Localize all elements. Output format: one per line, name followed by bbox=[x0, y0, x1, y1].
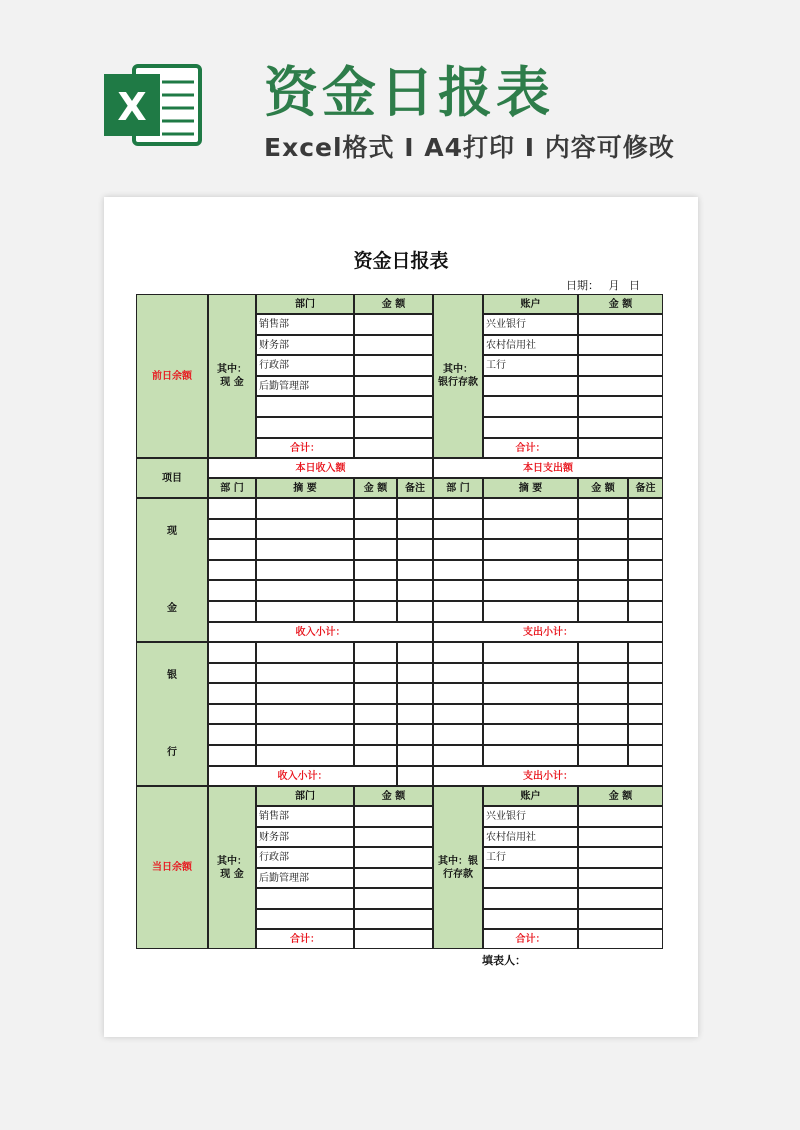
opening-account-amount-cell[interactable] bbox=[578, 376, 663, 396]
expense-col-note: 备注 bbox=[628, 478, 663, 498]
closing-account-amount-cell[interactable] bbox=[578, 827, 663, 847]
bank-expense-summary-cell[interactable] bbox=[483, 663, 578, 683]
bank-income-dept-cell[interactable] bbox=[208, 724, 256, 745]
opening-amount-cell[interactable] bbox=[354, 376, 433, 396]
bank-income-dept-cell[interactable] bbox=[208, 663, 256, 683]
closing-amount-cell[interactable] bbox=[354, 827, 433, 847]
opening-cash-total-value[interactable] bbox=[354, 438, 433, 458]
cash-expense-summary-cell[interactable] bbox=[483, 539, 578, 560]
income-col-note: 备注 bbox=[397, 478, 433, 498]
bank-income-dept-cell[interactable] bbox=[208, 683, 256, 704]
cash-expense-note-cell[interactable] bbox=[628, 601, 663, 622]
banner-subtitle: Excel格式 I A4打印 I 内容可修改 bbox=[264, 133, 675, 162]
opening-account-amount-cell[interactable] bbox=[578, 396, 663, 417]
bank-expense-summary-cell[interactable] bbox=[483, 745, 578, 766]
bank-expense-dept-cell[interactable] bbox=[433, 683, 483, 704]
closing-account-cell[interactable] bbox=[483, 888, 578, 909]
svg-text:X: X bbox=[117, 85, 147, 129]
bank-income-note-cell[interactable] bbox=[397, 704, 433, 724]
cash-expense-dept-cell[interactable] bbox=[433, 580, 483, 601]
closing-dept-cell[interactable]: 销售部 bbox=[256, 806, 354, 827]
opening-account-cell[interactable]: 工行 bbox=[483, 355, 578, 376]
bank-expense-note-cell[interactable] bbox=[628, 663, 663, 683]
bank-income-amount-cell[interactable] bbox=[354, 745, 397, 766]
document-page bbox=[104, 197, 698, 1037]
bank-expense-subtotal: 支出小计： bbox=[433, 766, 663, 786]
cash-income-subtotal: 收入小计： bbox=[208, 622, 433, 642]
opening-account-amount-cell[interactable] bbox=[578, 417, 663, 438]
bank-expense-dept-cell[interactable] bbox=[433, 663, 483, 683]
cash-income-summary-cell[interactable] bbox=[256, 580, 354, 601]
opening-account-amount-cell[interactable] bbox=[578, 355, 663, 376]
cash-income-note-cell[interactable] bbox=[397, 498, 433, 519]
cash-expense-amount-cell[interactable] bbox=[578, 560, 628, 580]
opening-amount-cell[interactable] bbox=[354, 335, 433, 355]
opening-account-cell[interactable] bbox=[483, 376, 578, 396]
closing-amount-cell[interactable] bbox=[354, 806, 433, 827]
bank-expense-dept-cell[interactable] bbox=[433, 724, 483, 745]
cash-income-dept-cell[interactable] bbox=[208, 519, 256, 539]
expense-col-summary: 摘 要 bbox=[483, 478, 578, 498]
closing-account-amount-cell[interactable] bbox=[578, 888, 663, 909]
income-col-summary: 摘 要 bbox=[256, 478, 354, 498]
closing-account-amount-cell[interactable] bbox=[578, 868, 663, 888]
bank-expense-amount-cell[interactable] bbox=[578, 663, 628, 683]
closing-amount-cell[interactable] bbox=[354, 847, 433, 868]
cash-expense-dept-cell[interactable] bbox=[433, 519, 483, 539]
bank-expense-amount-cell[interactable] bbox=[578, 745, 628, 766]
opening-dept-cell[interactable] bbox=[256, 417, 354, 438]
bank-income-note-cell[interactable] bbox=[397, 683, 433, 704]
cash-expense-dept-cell[interactable] bbox=[433, 601, 483, 622]
bank-income-subtotal-value[interactable] bbox=[397, 766, 433, 786]
bank-income-dept-cell[interactable] bbox=[208, 704, 256, 724]
closing-bank-total-value[interactable] bbox=[578, 929, 663, 949]
cash-income-amount-cell[interactable] bbox=[354, 539, 397, 560]
opening-dept-cell[interactable]: 行政部 bbox=[256, 355, 354, 376]
bank-income-subtotal: 收入小计： bbox=[208, 766, 397, 786]
opening-dept-cell[interactable]: 销售部 bbox=[256, 314, 354, 335]
bank-expense-note-cell[interactable] bbox=[628, 642, 663, 663]
date-field: 日期： 月 日 bbox=[566, 279, 640, 292]
closing-dept-cell[interactable]: 财务部 bbox=[256, 827, 354, 847]
closing-cash-label: 其中： 现 金 bbox=[208, 786, 256, 949]
excel-logo-icon bbox=[104, 62, 204, 148]
opening-amount-cell[interactable] bbox=[354, 314, 433, 335]
bank-expense-amount-cell[interactable] bbox=[578, 704, 628, 724]
expense-col-dept: 部 门 bbox=[433, 478, 483, 498]
cash-income-dept-cell[interactable] bbox=[208, 560, 256, 580]
cash-income-note-cell[interactable] bbox=[397, 519, 433, 539]
banner-title: 资金日报表 bbox=[264, 61, 554, 124]
bank-income-summary-cell[interactable] bbox=[256, 724, 354, 745]
bank-income-summary-cell[interactable] bbox=[256, 663, 354, 683]
opening-cash-total-label: 合计： bbox=[256, 438, 354, 458]
cash-expense-note-cell[interactable] bbox=[628, 560, 663, 580]
closing-account-amount-header: 金 额 bbox=[578, 786, 663, 806]
closing-amount-header: 金 额 bbox=[354, 786, 433, 806]
bank-section-label: 银 行 bbox=[136, 642, 208, 786]
closing-account-header: 账户 bbox=[483, 786, 578, 806]
bank-expense-amount-cell[interactable] bbox=[578, 724, 628, 745]
item-label: 项目 bbox=[136, 458, 208, 498]
opening-account-cell[interactable] bbox=[483, 417, 578, 438]
bank-income-summary-cell[interactable] bbox=[256, 745, 354, 766]
bank-expense-dept-cell[interactable] bbox=[433, 704, 483, 724]
closing-cash-total-label: 合计： bbox=[256, 929, 354, 949]
cash-income-amount-cell[interactable] bbox=[354, 601, 397, 622]
cash-income-note-cell[interactable] bbox=[397, 601, 433, 622]
cash-expense-summary-cell[interactable] bbox=[483, 519, 578, 539]
bank-income-dept-cell[interactable] bbox=[208, 745, 256, 766]
cash-expense-note-cell[interactable] bbox=[628, 580, 663, 601]
bank-expense-note-cell[interactable] bbox=[628, 704, 663, 724]
opening-bank-label: 其中： 银行存款 bbox=[433, 294, 483, 458]
cash-income-dept-cell[interactable] bbox=[208, 601, 256, 622]
closing-dept-cell[interactable]: 后勤管理部 bbox=[256, 868, 354, 888]
bank-expense-note-cell[interactable] bbox=[628, 745, 663, 766]
income-header: 本日收入额 bbox=[208, 458, 433, 478]
opening-dept-cell[interactable]: 财务部 bbox=[256, 335, 354, 355]
bank-income-amount-cell[interactable] bbox=[354, 642, 397, 663]
cash-expense-amount-cell[interactable] bbox=[578, 519, 628, 539]
cash-income-amount-cell[interactable] bbox=[354, 580, 397, 601]
bank-income-amount-cell[interactable] bbox=[354, 724, 397, 745]
closing-account-cell[interactable]: 农村信用社 bbox=[483, 827, 578, 847]
cash-expense-dept-cell[interactable] bbox=[433, 560, 483, 580]
bank-income-note-cell[interactable] bbox=[397, 745, 433, 766]
cash-expense-amount-cell[interactable] bbox=[578, 601, 628, 622]
closing-account-cell[interactable] bbox=[483, 909, 578, 929]
cash-expense-amount-cell[interactable] bbox=[578, 539, 628, 560]
opening-amount-header: 金 额 bbox=[354, 294, 433, 314]
closing-dept-header: 部门 bbox=[256, 786, 354, 806]
cash-expense-note-cell[interactable] bbox=[628, 519, 663, 539]
closing-balance-label: 当日余额 bbox=[136, 786, 208, 949]
cash-expense-subtotal: 支出小计： bbox=[433, 622, 663, 642]
opening-account-header: 账户 bbox=[483, 294, 578, 314]
cash-income-summary-cell[interactable] bbox=[256, 539, 354, 560]
cash-income-summary-cell[interactable] bbox=[256, 560, 354, 580]
cash-expense-summary-cell[interactable] bbox=[483, 580, 578, 601]
bank-income-summary-cell[interactable] bbox=[256, 683, 354, 704]
closing-amount-cell[interactable] bbox=[354, 868, 433, 888]
closing-account-amount-cell[interactable] bbox=[578, 806, 663, 827]
cash-expense-dept-cell[interactable] bbox=[433, 498, 483, 519]
bank-expense-dept-cell[interactable] bbox=[433, 745, 483, 766]
cash-expense-amount-cell[interactable] bbox=[578, 580, 628, 601]
bank-expense-note-cell[interactable] bbox=[628, 724, 663, 745]
expense-header: 本日支出额 bbox=[433, 458, 663, 478]
bank-income-note-cell[interactable] bbox=[397, 724, 433, 745]
cash-income-summary-cell[interactable] bbox=[256, 498, 354, 519]
cash-expense-note-cell[interactable] bbox=[628, 539, 663, 560]
opening-account-cell[interactable]: 兴业银行 bbox=[483, 314, 578, 335]
closing-cash-total-value[interactable] bbox=[354, 929, 433, 949]
cash-income-dept-cell[interactable] bbox=[208, 498, 256, 519]
bank-expense-summary-cell[interactable] bbox=[483, 724, 578, 745]
opening-amount-cell[interactable] bbox=[354, 355, 433, 376]
closing-dept-cell[interactable] bbox=[256, 909, 354, 929]
opening-bank-total-value[interactable] bbox=[578, 438, 663, 458]
closing-account-cell[interactable]: 兴业银行 bbox=[483, 806, 578, 827]
cash-income-amount-cell[interactable] bbox=[354, 498, 397, 519]
income-col-dept: 部 门 bbox=[208, 478, 256, 498]
cash-expense-dept-cell[interactable] bbox=[433, 539, 483, 560]
cash-income-amount-cell[interactable] bbox=[354, 560, 397, 580]
cash-expense-note-cell[interactable] bbox=[628, 498, 663, 519]
bank-income-summary-cell[interactable] bbox=[256, 642, 354, 663]
cash-expense-summary-cell[interactable] bbox=[483, 498, 578, 519]
cash-section-label: 现 金 bbox=[136, 498, 208, 642]
closing-account-cell[interactable]: 工行 bbox=[483, 847, 578, 868]
closing-bank-total-label: 合计： bbox=[483, 929, 578, 949]
opening-account-cell[interactable] bbox=[483, 396, 578, 417]
expense-col-amount: 金 额 bbox=[578, 478, 628, 498]
closing-amount-cell[interactable] bbox=[354, 888, 433, 909]
opening-balance-label: 前日余额 bbox=[136, 294, 208, 458]
income-col-amount: 金 额 bbox=[354, 478, 397, 498]
opening-dept-cell[interactable]: 后勤管理部 bbox=[256, 376, 354, 396]
opening-dept-header: 部门 bbox=[256, 294, 354, 314]
opening-account-amount-cell[interactable] bbox=[578, 335, 663, 355]
cash-income-note-cell[interactable] bbox=[397, 539, 433, 560]
bank-expense-note-cell[interactable] bbox=[628, 683, 663, 704]
opening-account-cell[interactable]: 农村信用社 bbox=[483, 335, 578, 355]
bank-income-amount-cell[interactable] bbox=[354, 663, 397, 683]
bank-income-note-cell[interactable] bbox=[397, 642, 433, 663]
opening-amount-cell[interactable] bbox=[354, 417, 433, 438]
bank-expense-summary-cell[interactable] bbox=[483, 704, 578, 724]
cash-income-dept-cell[interactable] bbox=[208, 580, 256, 601]
opening-cash-label: 其中： 现 金 bbox=[208, 294, 256, 458]
filler-label: 填表人： bbox=[482, 954, 526, 967]
bank-expense-amount-cell[interactable] bbox=[578, 683, 628, 704]
cash-expense-summary-cell[interactable] bbox=[483, 601, 578, 622]
bank-expense-summary-cell[interactable] bbox=[483, 683, 578, 704]
opening-account-amount-header: 金 额 bbox=[578, 294, 663, 314]
document-title: 资金日报表 bbox=[353, 250, 449, 272]
bank-expense-amount-cell[interactable] bbox=[578, 642, 628, 663]
closing-account-cell[interactable] bbox=[483, 868, 578, 888]
bank-income-note-cell[interactable] bbox=[397, 663, 433, 683]
cash-expense-amount-cell[interactable] bbox=[578, 498, 628, 519]
closing-dept-cell[interactable] bbox=[256, 888, 354, 909]
bank-expense-summary-cell[interactable] bbox=[483, 642, 578, 663]
closing-amount-cell[interactable] bbox=[354, 909, 433, 929]
opening-bank-total-label: 合计： bbox=[483, 438, 578, 458]
closing-dept-cell[interactable]: 行政部 bbox=[256, 847, 354, 868]
cash-expense-summary-cell[interactable] bbox=[483, 560, 578, 580]
opening-amount-cell[interactable] bbox=[354, 396, 433, 417]
bank-income-dept-cell[interactable] bbox=[208, 642, 256, 663]
cash-income-dept-cell[interactable] bbox=[208, 539, 256, 560]
cash-income-summary-cell[interactable] bbox=[256, 519, 354, 539]
opening-dept-cell[interactable] bbox=[256, 396, 354, 417]
cash-income-note-cell[interactable] bbox=[397, 580, 433, 601]
bank-expense-dept-cell[interactable] bbox=[433, 642, 483, 663]
cash-income-amount-cell[interactable] bbox=[354, 519, 397, 539]
bank-income-summary-cell[interactable] bbox=[256, 704, 354, 724]
closing-account-amount-cell[interactable] bbox=[578, 909, 663, 929]
closing-bank-label: 其中：银 行存款 bbox=[433, 786, 483, 949]
bank-income-amount-cell[interactable] bbox=[354, 683, 397, 704]
opening-account-amount-cell[interactable] bbox=[578, 314, 663, 335]
closing-account-amount-cell[interactable] bbox=[578, 847, 663, 868]
cash-income-summary-cell[interactable] bbox=[256, 601, 354, 622]
cash-income-note-cell[interactable] bbox=[397, 560, 433, 580]
bank-income-amount-cell[interactable] bbox=[354, 704, 397, 724]
